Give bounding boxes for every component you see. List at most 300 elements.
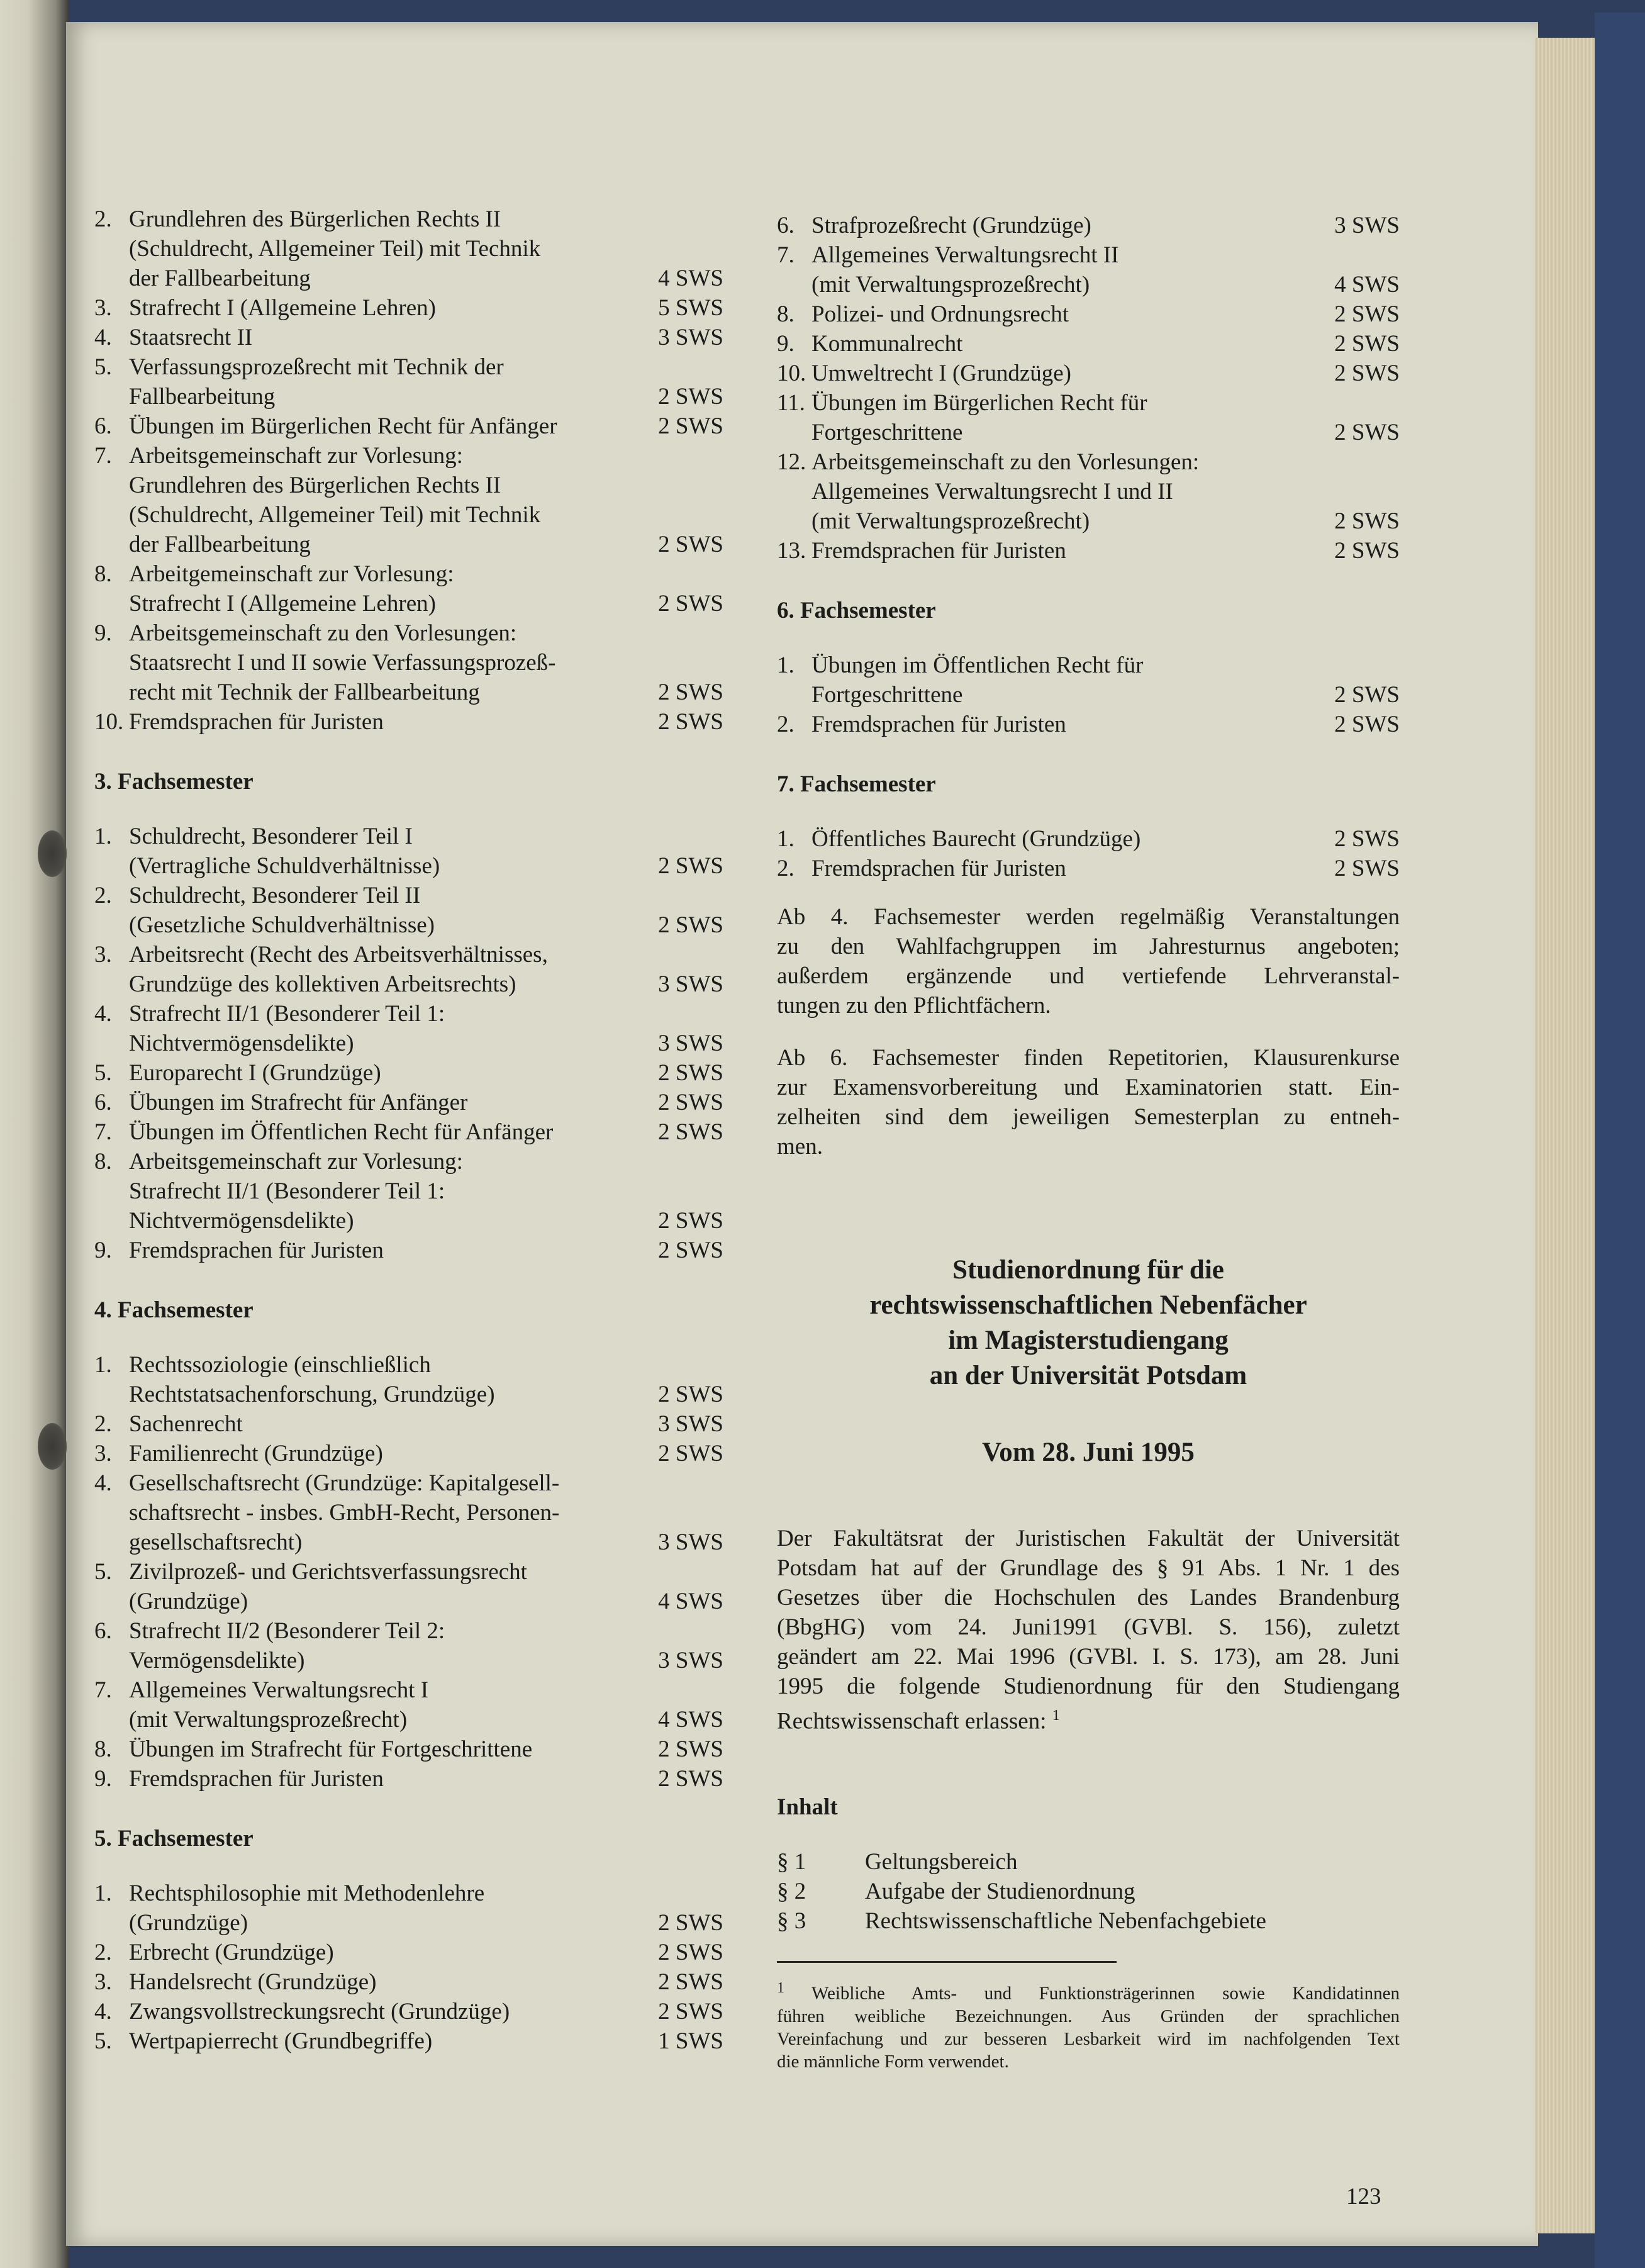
item-sws: 2 SWS [658,1999,723,2025]
list-item [94,1616,723,1675]
list-item [94,1058,723,1088]
item-line: Staatsrecht I und II sowie Verfassungsprozeß- [129,650,556,676]
item-line: recht mit Technik der Fallbearbeitung [129,679,480,705]
item-line: (Schuldrecht, Allgemeiner Teil) mit Technik [129,502,541,528]
item-sws: 2 SWS [1334,712,1400,737]
paragraph-line: Gesetzes über die Hochschulen des Landes Brandenburg [777,1585,1400,1611]
item-line: Gesellschaftsrecht (Grundzüge: Kapitalgesell- [129,1470,560,1496]
item-number: 9. [94,620,112,646]
paragraph-line: 1995 die folgende Studienordnung für den Studiengang [777,1673,1400,1699]
item-line: Grundlehren des Bürgerlichen Rechts II [129,206,501,232]
item-line: Rechtstatsachenforschung, Grundzüge) [129,1382,495,1407]
item-text [777,359,1400,388]
paragraph-line: (BbgHG) vom 24. Juni1991 (GVBl. S. 156), zuletzt [777,1614,1400,1640]
item-text [94,881,723,940]
item-sws: 2 SWS [658,912,723,938]
item-sws: 2 SWS [658,1736,723,1762]
item-line: Übungen im Bürgerlichen Recht für Anfänger [129,413,557,439]
item-number: 13. [777,538,806,564]
list-item [94,323,723,352]
item-line: Strafprozeßrecht (Grundzüge) [811,213,1091,238]
item-line: Europarecht I (Grundzüge) [129,1060,381,1086]
document-title [777,1253,1400,1394]
item-sws: 2 SWS [658,679,723,705]
item-sws: 1 SWS [658,2028,723,2054]
paragraph-line: Rechtswissenschaft erlassen: $^1$ [777,1707,1060,1735]
item-sws: 3 SWS [658,1648,723,1673]
item-number: 6. [94,1090,112,1115]
item-text [777,211,1400,240]
item-number: 2. [94,1940,112,1965]
item-number: 2. [777,856,795,881]
item-sws: 2 SWS [658,1090,723,1115]
list-item [94,822,723,881]
list-item [94,441,723,559]
item-line: (Grundzüge) [129,1589,248,1614]
list-item [777,388,1400,447]
item-text [94,1439,723,1468]
list-item [94,940,723,999]
footnote-rule [777,1961,1117,1963]
title-line: im Magisterstudiengang [948,1326,1229,1355]
item-number: 1. [94,824,112,849]
item-line: Nichtvermögensdelikte) [129,1031,354,1056]
item-sws: 2 SWS [658,532,723,557]
item-number: 7. [94,1677,112,1703]
list-item [94,2026,723,2056]
toc-title: Geltungsbereich [865,1849,1018,1875]
preamble [777,1524,1400,1736]
list-item [94,1468,723,1557]
item-line: Sachenrecht [129,1411,243,1437]
list-item [777,710,1400,739]
item-text [777,536,1400,566]
item-number: 2. [94,1411,112,1437]
list-item [94,707,723,737]
item-line: Fallbearbeitung [129,384,276,410]
footnote-line: Vereinfachung und zur besseren Lesbarkeit wird im nachfolgenden Text [777,2028,1400,2049]
footnote-line: führen weibliche Bezeichnungen. Aus Gründen der sprachlichen [777,2006,1400,2026]
item-line: (Grundzüge) [129,1910,248,1936]
item-text [777,824,1400,854]
paragraph-line: tungen zu den Pflichtfächern. [777,993,1051,1019]
item-line: Fremdsprachen für Juristen [129,1766,384,1792]
toc-entry [777,1847,1400,1877]
list-semester3 [94,822,723,1265]
item-number: 3. [94,1441,112,1466]
item-number: 3. [94,295,112,321]
footnote-mark: 1 [1052,1707,1060,1724]
item-line: Grundlehren des Bürgerlichen Rechts II [129,472,501,498]
item-line: Rechtssoziologie (einschließlich [129,1352,431,1378]
item-number: 8. [94,561,112,587]
list-item [94,881,723,940]
item-line: Polizei- und Ordnungsrecht [811,301,1069,327]
item-text [94,1557,723,1616]
list-item [94,1675,723,1735]
item-line: Schuldrecht, Besonderer Teil I [129,824,413,849]
paragraph-line: Potsdam hat auf der Grundlage des § 91 Abs. 1 Nr. 1 des [777,1555,1400,1581]
item-text [94,1997,723,2026]
item-text [94,1879,723,1938]
toc-section: § 3 [777,1908,806,1935]
list-semester6 [777,651,1400,739]
item-text [94,1967,723,1997]
item-text [94,1088,723,1117]
item-number: 7. [94,1119,112,1145]
item-text [777,710,1400,739]
heading-semester5: 5. Fachsemester [94,1826,254,1852]
item-text [94,323,723,352]
item-sws: 2 SWS [1334,508,1400,534]
list-item [94,1938,723,1967]
list-item [94,1879,723,1938]
item-number: 3. [94,942,112,968]
paragraph-line: außerdem ergänzende und vertiefende Lehrveranstal- [777,963,1400,989]
list-item [777,211,1400,240]
item-text [777,240,1400,299]
item-sws: 2 SWS [658,1208,723,1234]
item-text [94,1735,723,1764]
item-number: 5. [94,354,112,380]
footnote-line: $^1$ Weibliche Amts- und Funktionsträgerinnen sowie Kandidatinnen [777,1980,1400,2004]
item-line: Staatsrecht II [129,325,253,350]
item-line: Fremdsprachen für Juristen [811,538,1066,564]
item-sws: 2 SWS [658,709,723,735]
item-line: Übungen im Öffentlichen Recht für [811,652,1144,678]
item-text [94,1764,723,1794]
item-text [94,1236,723,1265]
item-number: 1. [777,826,795,852]
item-line: der Fallbearbeitung [129,532,311,557]
item-line: Strafrecht I (Allgemeine Lehren) [129,295,436,321]
item-sws: 4 SWS [658,1707,723,1733]
item-number: 2. [94,206,112,232]
item-sws: 2 SWS [1334,826,1400,852]
item-text [94,940,723,999]
item-line: Verfassungsprozeßrecht mit Technik der [129,354,504,380]
item-line: Übungen im Strafrecht für Fortgeschrittene [129,1736,533,1762]
item-line: Übungen im Bürgerlichen Recht für [811,390,1147,416]
item-number: 1. [94,1880,112,1906]
item-sws: 3 SWS [1334,213,1400,238]
item-number: 10. [777,360,806,386]
item-line: Erbrecht (Grundzüge) [129,1940,334,1965]
item-number: 11. [777,390,805,416]
item-sws: 2 SWS [1334,420,1400,445]
item-text [777,651,1400,710]
page-number: 123 [1346,2184,1381,2209]
list-item [94,1997,723,2026]
list-semester7 [777,824,1400,883]
paragraph-line: zur Examensvorbereitung und Examinatorien statt. Ein- [777,1075,1400,1100]
item-line: Fremdsprachen für Juristen [129,1237,384,1263]
item-text [94,1350,723,1409]
item-line: der Fallbearbeitung [129,265,311,291]
item-line: Fremdsprachen für Juristen [811,856,1066,881]
item-sws: 2 SWS [1334,360,1400,386]
item-number: 9. [777,331,795,357]
item-number: 7. [94,443,112,469]
item-line: Übungen im Strafrecht für Anfänger [129,1090,468,1115]
item-sws: 4 SWS [658,1589,723,1614]
item-text [94,411,723,441]
item-text [94,352,723,411]
item-line: Fortgeschrittene [811,682,963,708]
title-line: an der Universität Potsdam [929,1361,1247,1390]
list-item [94,411,723,441]
item-number: 6. [777,213,795,238]
list-item [94,1439,723,1468]
list-item [94,1409,723,1439]
item-sws: 2 SWS [658,591,723,617]
list-item [777,651,1400,710]
item-number: 5. [94,1559,112,1585]
toc-title: Rechtswissenschaftliche Nebenfachgebiete [865,1908,1266,1935]
toc-section: § 1 [777,1849,806,1875]
list-item [94,1236,723,1265]
item-text [94,1409,723,1439]
item-sws: 2 SWS [1334,682,1400,708]
item-line: Allgemeines Verwaltungsrecht I [129,1677,429,1703]
heading-semester3: 3. Fachsemester [94,769,254,795]
item-sws: 3 SWS [658,1411,723,1437]
item-line: Kommunalrecht [811,331,963,357]
item-number: 10. [94,709,124,735]
list-item [94,1088,723,1117]
page-block-edge [1535,38,1595,2233]
item-sws: 3 SWS [658,325,723,350]
footnote-mark: 1 [777,1980,784,1997]
item-text [94,1616,723,1675]
item-number: 8. [94,1736,112,1762]
item-line: Arbeitsgemeinschaft zur Vorlesung: [129,1149,463,1175]
list-item [94,1764,723,1794]
item-sws: 2 SWS [658,1441,723,1466]
item-text [94,559,723,618]
item-number: 7. [777,242,795,268]
list-semester5 [94,1879,723,2056]
item-line: Öffentliches Baurecht (Grundzüge) [811,826,1141,852]
heading-semester7: 7. Fachsemester [777,771,936,797]
item-line: Umweltrecht I (Grundzüge) [811,360,1071,386]
book-cover-edge [1595,13,1645,2268]
list-item [94,1735,723,1764]
list-item [94,999,723,1058]
item-number: 4. [94,1001,112,1027]
item-line: Arbeitsgemeinschaft zu den Vorlesungen: [129,620,517,646]
item-number: 4. [94,1999,112,2025]
paragraph-exam-preparation [777,1043,1400,1161]
item-number: 4. [94,325,112,350]
item-sws: 2 SWS [1334,856,1400,881]
footnote-line: die männliche Form verwendet. [777,2051,1009,2072]
item-line: Arbeitsgemeinschaft zur Vorlesung: [129,443,463,469]
item-sws: 2 SWS [658,384,723,410]
item-sws: 2 SWS [658,1382,723,1407]
item-text [94,2026,723,2056]
item-line: Schuldrecht, Besonderer Teil II [129,883,421,908]
item-sws: 2 SWS [658,1119,723,1145]
item-line: Fremdsprachen für Juristen [129,709,384,735]
toc-section: § 2 [777,1879,806,1905]
item-number: 9. [94,1766,112,1792]
item-line: Familienrecht (Grundzüge) [129,1441,383,1466]
item-line: Nichtvermögensdelikte) [129,1208,354,1234]
item-text [777,299,1400,329]
item-text [94,1147,723,1236]
item-text [94,204,723,293]
previous-page-edge [0,0,69,2268]
list-item [777,536,1400,566]
item-number: 8. [777,301,795,327]
item-sws: 4 SWS [658,265,723,291]
list-item [94,293,723,323]
item-text [94,999,723,1058]
item-line: (Schuldrecht, Allgemeiner Teil) mit Technik [129,236,541,262]
list-item [777,299,1400,329]
list-item [777,854,1400,883]
item-line: Strafrecht I (Allgemeine Lehren) [129,591,436,617]
item-text [777,329,1400,359]
item-number: 1. [777,652,795,678]
item-line: Arbeitsrecht (Recht des Arbeitsverhältnisses, [129,942,548,968]
item-line: Grundzüge des kollektiven Arbeitsrechts) [129,971,516,997]
paragraph-line: zu den Wahlfachgruppen im Jahresturnus angeboten; [777,934,1400,959]
toc-heading: Inhalt [777,1794,838,1821]
item-text [94,618,723,707]
item-text [94,1058,723,1088]
item-number: 2. [94,883,112,908]
item-number: 2. [777,712,795,737]
item-text [777,388,1400,447]
item-number: 12. [777,449,806,475]
item-sws: 2 SWS [658,1060,723,1086]
title-line: rechtswissenschaftlichen Nebenfächer [869,1290,1307,1320]
list-item [94,1117,723,1147]
item-text [777,447,1400,536]
item-number: 9. [94,1237,112,1263]
item-sws: 2 SWS [658,1910,723,1936]
item-sws: 2 SWS [658,1237,723,1263]
item-line: Übungen im Öffentlichen Recht für Anfänger [129,1119,554,1145]
toc-entry [777,1877,1400,1906]
document-date: Vom 28. Juni 1995 [982,1438,1195,1467]
item-line: Fortgeschrittene [811,420,963,445]
item-text [94,293,723,323]
item-line: (Vertragliche Schuldverhältnisse) [129,853,440,879]
item-text [94,1117,723,1147]
item-line: Wertpapierrecht (Grundbegriffe) [129,2028,433,2054]
item-sws: 3 SWS [658,971,723,997]
binding-hole [38,1423,67,1470]
toc-entry [777,1906,1400,1936]
item-line: Rechtsphilosophie mit Methodenlehre [129,1880,485,1906]
item-line: Strafrecht II/1 (Besonderer Teil 1: [129,1178,445,1204]
item-sws: 2 SWS [1334,331,1400,357]
item-line: Arbeitgemeinschaft zur Vorlesung: [129,561,454,587]
list-item [777,447,1400,536]
item-line: Fremdsprachen für Juristen [811,712,1066,737]
item-sws: 2 SWS [658,1940,723,1965]
item-sws: 3 SWS [658,1529,723,1555]
right-column [777,211,1400,2073]
list-item [94,1557,723,1616]
item-text [94,1675,723,1735]
paragraph-line: Der Fakultätsrat der Juristischen Fakultät der Universität [777,1526,1400,1551]
item-line: (Gesetzliche Schuldverhältnisse) [129,912,435,938]
list-semester4 [94,1350,723,1794]
list-item [94,1350,723,1409]
item-line: Handelsrecht (Grundzüge) [129,1969,377,1995]
item-sws: 5 SWS [658,295,723,321]
binding-hole [38,830,67,877]
paragraph-line: Ab 4. Fachsemester werden regelmäßig Veranstaltungen [777,904,1400,930]
item-line: Strafrecht II/1 (Besonderer Teil 1: [129,1001,445,1027]
item-text [94,1938,723,1967]
list-item [94,1147,723,1236]
item-number: 8. [94,1149,112,1175]
list-item [777,824,1400,854]
item-sws: 2 SWS [1334,538,1400,564]
item-line: Zivilprozeß- und Gerichtsverfassungsrecht [129,1559,527,1585]
item-sws: 2 SWS [658,1969,723,1995]
item-number: 5. [94,1060,112,1086]
list-item [777,240,1400,299]
list-item [94,204,723,293]
heading-semester4: 4. Fachsemester [94,1297,254,1323]
toc-title: Aufgabe der Studienordnung [865,1879,1135,1905]
item-line: (mit Verwaltungsprozeßrecht) [811,272,1090,298]
left-column [94,204,723,2056]
item-line: (mit Verwaltungsprozeßrecht) [811,508,1090,534]
item-sws: 3 SWS [658,1031,723,1056]
item-line: Allgemeines Verwaltungsrecht II [811,242,1119,268]
table-of-contents [777,1847,1400,1936]
item-number: 1. [94,1352,112,1378]
item-line: Zwangsvollstreckungsrecht (Grundzüge) [129,1999,510,2025]
item-number: 4. [94,1470,112,1496]
item-line: Vermögensdelikte) [129,1648,305,1673]
item-sws: 2 SWS [658,1766,723,1792]
item-text [94,1468,723,1557]
item-line: Arbeitsgemeinschaft zu den Vorlesungen: [811,449,1200,475]
paragraph-elective-courses [777,902,1400,1020]
paragraph-line: geändert am 22. Mai 1996 (GVBl. I. S. 173), am 28. Juni [777,1644,1400,1670]
list-item [94,618,723,707]
item-line: schaftsrecht - insbes. GmbH-Recht, Personen- [129,1500,560,1526]
footnote [777,1977,1400,2073]
paragraph-line: Ab 6. Fachsemester finden Repetitorien, Klausurenkurse [777,1045,1400,1071]
item-sws: 2 SWS [658,853,723,879]
title-line: Studienordnung für die [952,1255,1224,1285]
paragraph-line: zelheiten sind dem jeweiligen Semesterplan zu entneh- [777,1104,1400,1130]
paragraph-line: men. [777,1134,823,1159]
item-sws: 4 SWS [1334,272,1400,298]
list-semester5-continued [777,211,1400,566]
item-line: gesellschaftsrecht) [129,1529,303,1555]
heading-semester6: 6. Fachsemester [777,598,936,623]
item-text [94,707,723,737]
item-number: 5. [94,2028,112,2054]
list-item [94,559,723,618]
item-number: 6. [94,1618,112,1644]
list-item [777,329,1400,359]
item-text [94,822,723,881]
item-sws: 2 SWS [658,413,723,439]
list-semester2 [94,204,723,737]
item-text [777,854,1400,883]
